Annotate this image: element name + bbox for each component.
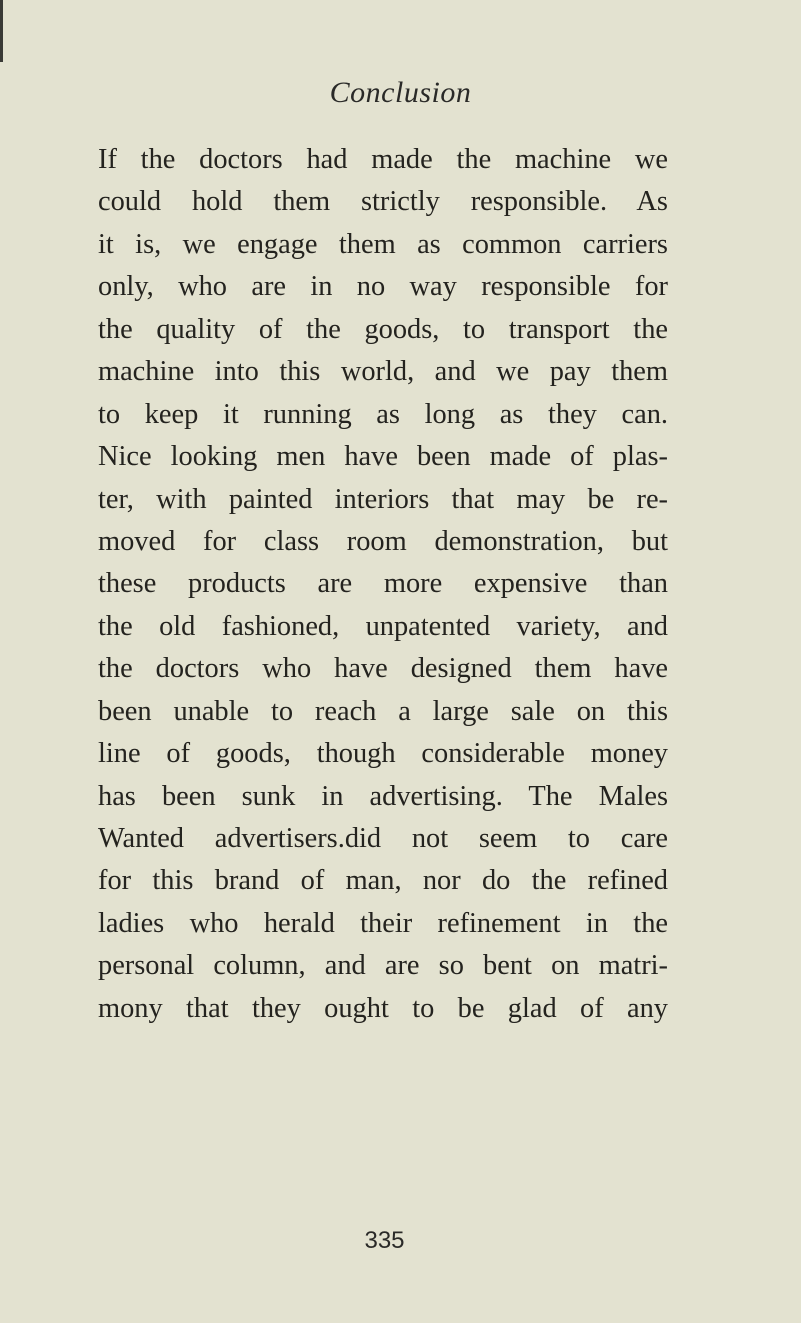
text-line: ladies who herald their refinement in the — [98, 907, 668, 939]
text-line: could hold them strictly responsible. As — [98, 186, 668, 218]
text-line: only, who are in no way responsible for — [98, 271, 668, 303]
page-edge-mark — [0, 0, 3, 62]
text-line: the doctors who have designed them have — [98, 653, 668, 685]
text-line: ter, with painted interiors that may be re- — [98, 483, 668, 515]
text-line: Wanted advertisers.did not seem to care — [98, 823, 668, 854]
text-line: for this brand of man, nor do the refined — [98, 865, 668, 897]
text-line: has been sunk in advertising. The Males — [98, 780, 668, 812]
page-number: 335 — [364, 1227, 405, 1254]
text-line: If the doctors had made the machine we — [98, 144, 668, 175]
text-line: it is, we engage them as common carriers — [98, 228, 668, 260]
text-line: been unable to reach a large sale on this — [98, 695, 668, 727]
text-line: Nice looking men have been made of plas- — [98, 441, 668, 473]
running-head: Conclusion — [329, 76, 472, 109]
text-line: to keep it running as long as they can. — [98, 398, 668, 430]
text-line: the old fashioned, unpatented variety, and — [98, 610, 668, 642]
text-line: moved for class room demonstration, but — [98, 525, 668, 557]
text-line: machine into this world, and we pay them — [98, 356, 668, 388]
body-text — [98, 139, 668, 1030]
text-line: line of goods, though considerable money — [98, 738, 668, 770]
text-line: mony that they ought to be glad of any — [98, 992, 668, 1024]
text-line: the quality of the goods, to transport the — [98, 313, 668, 345]
text-line: these products are more expensive than — [98, 568, 668, 600]
text-line: personal column, and are so bent on matri- — [98, 950, 668, 982]
